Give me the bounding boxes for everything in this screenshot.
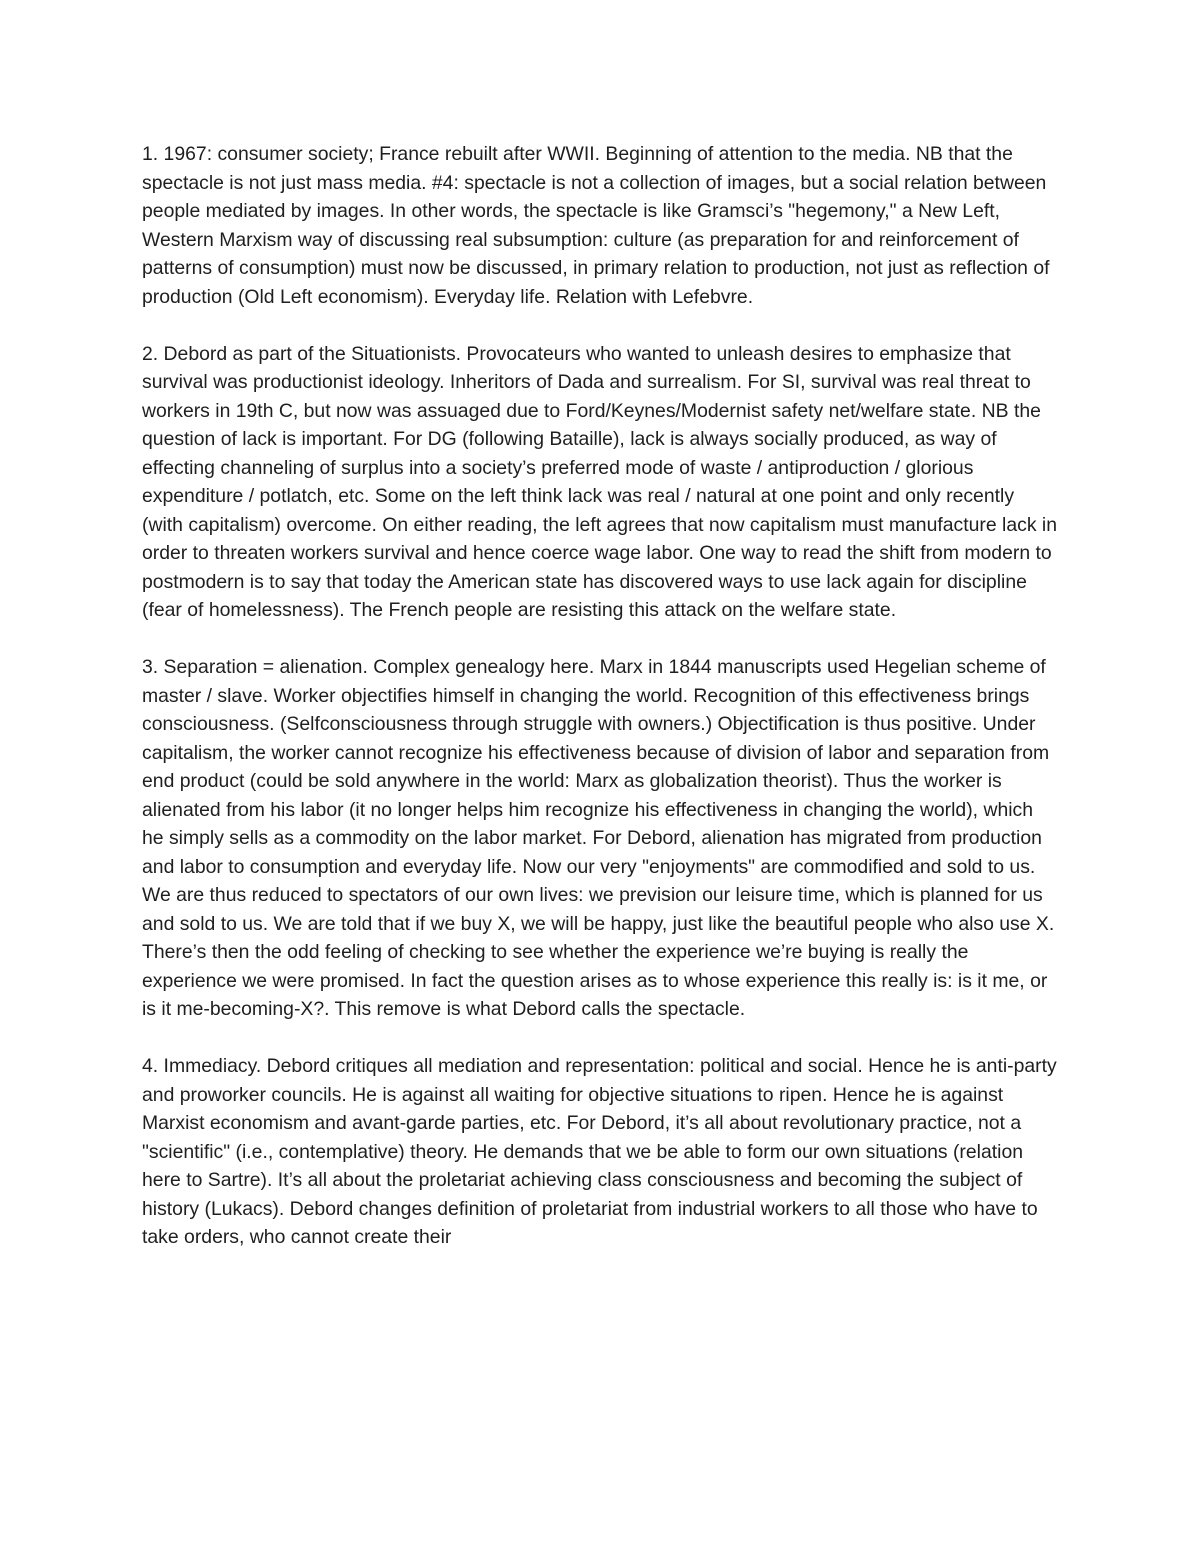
document-body <box>142 140 1058 1252</box>
paragraph-1-consumer-society: 1. 1967: consumer society; France rebuilt after WWII. Beginning of attention to the media. NB that the spectacle is not just mass media. #4: spectacle is not a collection of images, but a social relation between people mediated by images. In other words, the spectacle is like Gramsci’s "hegemony," a New Left, Western Marxism way of discussing real subsumption: culture (as preparation for and reinforcement of patterns of consumption) must now be discussed, in primary relation to production, not just as reflection of production (Old Left economism). Everyday life. Relation with Lefebvre. <box>142 143 1050 308</box>
paragraph-3-separation-alienation: 3. Separation = alienation. Complex genealogy here. Marx in 1844 manuscripts used Hegelian scheme of master / slave. Worker objectifies himself in changing the world. Recognition of this effectiveness brings consciousness. (Selfconsciousness through struggle with owners.) Objectification is thus positive. Under capitalism, the worker cannot recognize his effectiveness because of division of labor and separation from end product (could be sold anywhere in the world: Marx as globalization theorist). Thus the worker is alienated from his labor (it no longer helps him recognize his effectiveness in changing the world), which he simply sells as a commodity on the labor market. For Debord, alienation has migrated from production and labor to consumption and everyday life. Now our very "enjoyments" are commodified and sold to us. We are thus reduced to spectators of our own lives: we prevision our leisure time, which is planned for us and sold to us. We are told that if we buy X, we will be happy, just like the beautiful people who also use X. There’s then the odd feeling of checking to see whether the experience we’re buying is really the experience we were promised. In fact the question arises as to whose experience this really is: is it me, or is it me-becoming-X?. This remove is what Debord calls the spectacle. <box>142 656 1055 1020</box>
paragraph-2-situationists: 2. Debord as part of the Situationists. Provocateurs who wanted to unleash desires to emphasize that survival was productionist ideology. Inheritors of Dada and surrealism. For SI, survival was real threat to workers in 19th C, but now was assuaged due to Ford/Keynes/Modernist safety net/welfare state. NB the question of lack is important. For DG (following Bataille), lack is always socially produced, as way of effecting channeling of surplus into a society’s preferred mode of waste / antiproduction / glorious expenditure / potlatch, etc. Some on the left think lack was real / natural at one point and only recently (with capitalism) overcome. On either reading, the left agrees that now capitalism must manufacture lack in order to threaten workers survival and hence coerce wage labor. One way to read the shift from modern to postmodern is to say that today the American state has discovered ways to use lack again for discipline (fear of homelessness). The French people are resisting this attack on the welfare state. <box>142 342 1057 621</box>
paragraph-4-immediacy: 4. Immediacy. Debord critiques all mediation and representation: political and social. Hence he is anti-party and proworker councils. He is against all waiting for objective situations to ripen. Hence he is against Marxist economism and avant-garde parties, etc. For Debord, it’s all about revolutionary practice, not a "scientific" (i.e., contemplative) theory. He demands that we be able to form our own situations (relation here to Sartre). It’s all about the proletariat achieving class consciousness and becoming the subject of history (Lukacs). Debord changes definition of proletariat from industrial workers to all those who have to take orders, who cannot create their <box>142 1055 1057 1248</box>
